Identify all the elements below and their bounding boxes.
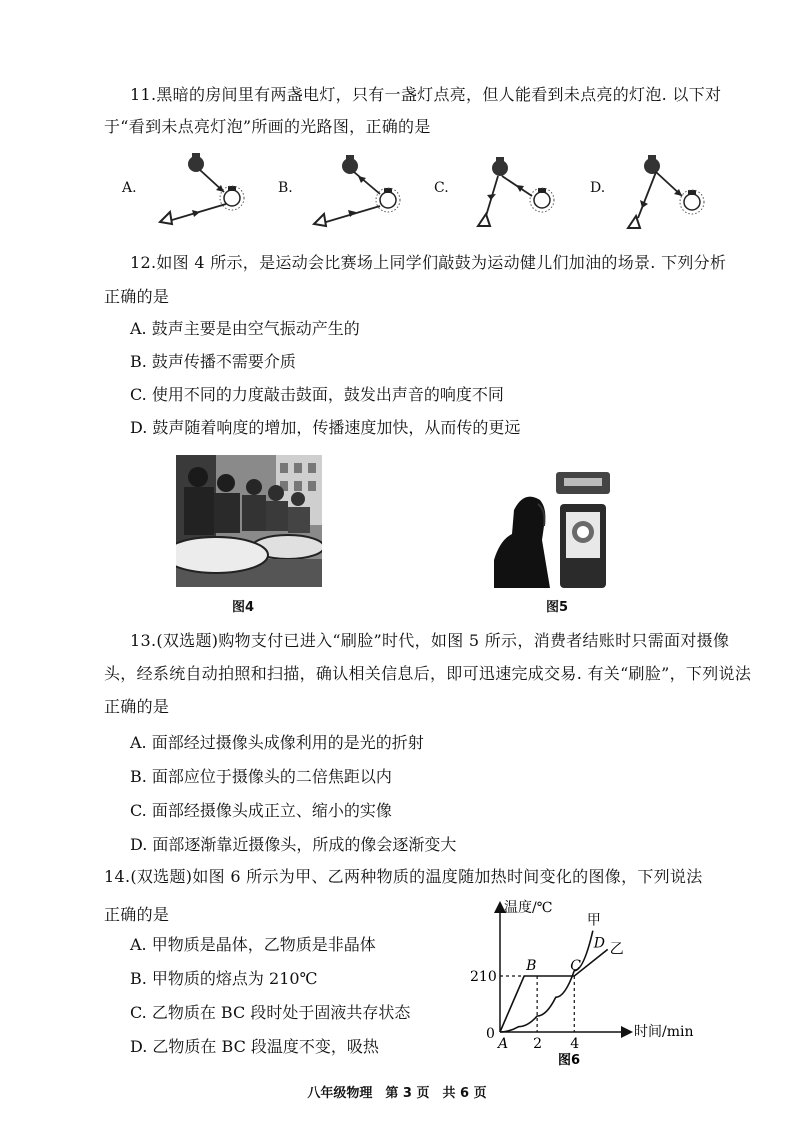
page-footer: 八年级物理 第 3 页 共 6 页 bbox=[307, 1086, 487, 1101]
option-label: C. bbox=[434, 180, 449, 196]
point-label-c: C bbox=[570, 958, 582, 974]
q14-option-c: C. 乙物质在 BC 段时处于固液共存状态 bbox=[130, 1003, 411, 1022]
q12-option-b: B. 鼓声传播不需要介质 bbox=[130, 352, 296, 371]
q12-option-d: D. 鼓声随着响度的增加，传播速度加快，从而传的更远 bbox=[130, 418, 521, 437]
series-jia-name: 甲 bbox=[586, 912, 601, 929]
q14-option-a: A. 甲物质是晶体，乙物质是非晶体 bbox=[130, 935, 376, 954]
q11-line1: 11.黑暗的房间里有两盏电灯，只有一盏灯点亮，但人能看到未点亮的灯泡. 以下对 bbox=[130, 85, 722, 104]
series-yi-line bbox=[500, 949, 608, 1032]
eye-icon bbox=[314, 214, 326, 226]
q13-option-a: A. 面部经过摄像头成像利用的是光的折射 bbox=[130, 733, 424, 752]
q13-option-c: C. 面部经摄像头成正立、缩小的实像 bbox=[130, 801, 392, 820]
q12-line2: 正确的是 bbox=[104, 287, 170, 306]
q12-option-a: A. 鼓声主要是由空气振动产生的 bbox=[130, 319, 360, 338]
point-label-a: A bbox=[498, 1036, 509, 1052]
figure-6-temperature-chart bbox=[460, 898, 710, 1070]
x-axis-label: 时间/min bbox=[634, 1024, 694, 1040]
option-label: A. bbox=[122, 180, 137, 196]
figure-4-drum-photo bbox=[176, 455, 322, 587]
unlit-bulb-icon bbox=[644, 155, 660, 174]
y-axis-label: 温度/℃ bbox=[504, 900, 553, 916]
lit-bulb-icon bbox=[530, 188, 554, 212]
unlit-bulb-icon bbox=[492, 157, 508, 176]
lit-bulb-icon bbox=[220, 186, 244, 210]
q11-option-a bbox=[122, 150, 262, 236]
q13-line2: 头，经系统自动拍照和扫描，确认相关信息后，即可迅速完成交易. 有关“刷脸”，下列说法 bbox=[104, 664, 752, 683]
light-path-diagram-a bbox=[144, 150, 254, 236]
q14-line1: 14.(双选题)如图 6 所示为甲、乙两种物质的温度随加热时间变化的图像，下列说法 bbox=[104, 867, 703, 886]
q14-option-b: B. 甲物质的熔点为 210℃ bbox=[130, 969, 318, 988]
q12-line1: 12.如图 4 所示，是运动会比赛场上同学们敲鼓为运动健儿们加油的场景. 下列分析 bbox=[130, 253, 727, 272]
q14-line2: 正确的是 bbox=[104, 905, 170, 924]
figure-4-caption: 图4 bbox=[232, 600, 255, 615]
series-yi-name: 乙 bbox=[609, 941, 624, 958]
eye-icon bbox=[478, 214, 490, 226]
x-tick-2: 2 bbox=[533, 1036, 543, 1052]
q12-option-c: C. 使用不同的力度敲击鼓面，鼓发出声音的响度不同 bbox=[130, 385, 504, 404]
q13-option-b: B. 面部应位于摄像头的二倍焦距以内 bbox=[130, 767, 392, 786]
unlit-bulb-icon bbox=[188, 153, 204, 172]
eye-icon bbox=[160, 212, 172, 224]
q13-line3: 正确的是 bbox=[104, 697, 170, 716]
point-label-d: D bbox=[593, 935, 605, 952]
series-jia-line bbox=[500, 931, 593, 1032]
q11-option-c bbox=[434, 150, 574, 236]
unlit-bulb-icon bbox=[342, 155, 358, 174]
figure-5-caption: 图5 bbox=[546, 600, 569, 615]
figure-6-caption: 图6 bbox=[558, 1053, 581, 1068]
light-path-diagram-c bbox=[456, 150, 566, 236]
y-tick-210: 210 bbox=[470, 969, 497, 985]
q11-line2: 于“看到未点亮灯泡”所画的光路图，正确的是 bbox=[104, 117, 431, 136]
light-path-diagram-d bbox=[612, 150, 722, 236]
figure-5-face-pay-photo bbox=[494, 470, 614, 588]
point-label-b: B bbox=[526, 958, 537, 974]
lit-bulb-icon bbox=[376, 188, 400, 212]
q13-line1: 13.(双选题)购物支付已进入“刷脸”时代，如图 5 所示，消费者结账时只需面对摄像 bbox=[130, 631, 730, 650]
x-tick-4: 4 bbox=[570, 1036, 580, 1052]
q14-option-d: D. 乙物质在 BC 段温度不变，吸热 bbox=[130, 1037, 379, 1056]
q11-option-b bbox=[278, 150, 418, 236]
q11-option-d bbox=[590, 150, 730, 236]
lit-bulb-icon bbox=[680, 190, 704, 214]
origin-label: 0 bbox=[486, 1026, 495, 1042]
light-path-diagram-b bbox=[300, 150, 410, 236]
q11-option-diagrams bbox=[108, 150, 708, 236]
option-label: B. bbox=[278, 180, 293, 196]
option-label: D. bbox=[590, 180, 606, 196]
q13-option-d: D. 面部逐渐靠近摄像头，所成的像会逐渐变大 bbox=[130, 835, 457, 854]
